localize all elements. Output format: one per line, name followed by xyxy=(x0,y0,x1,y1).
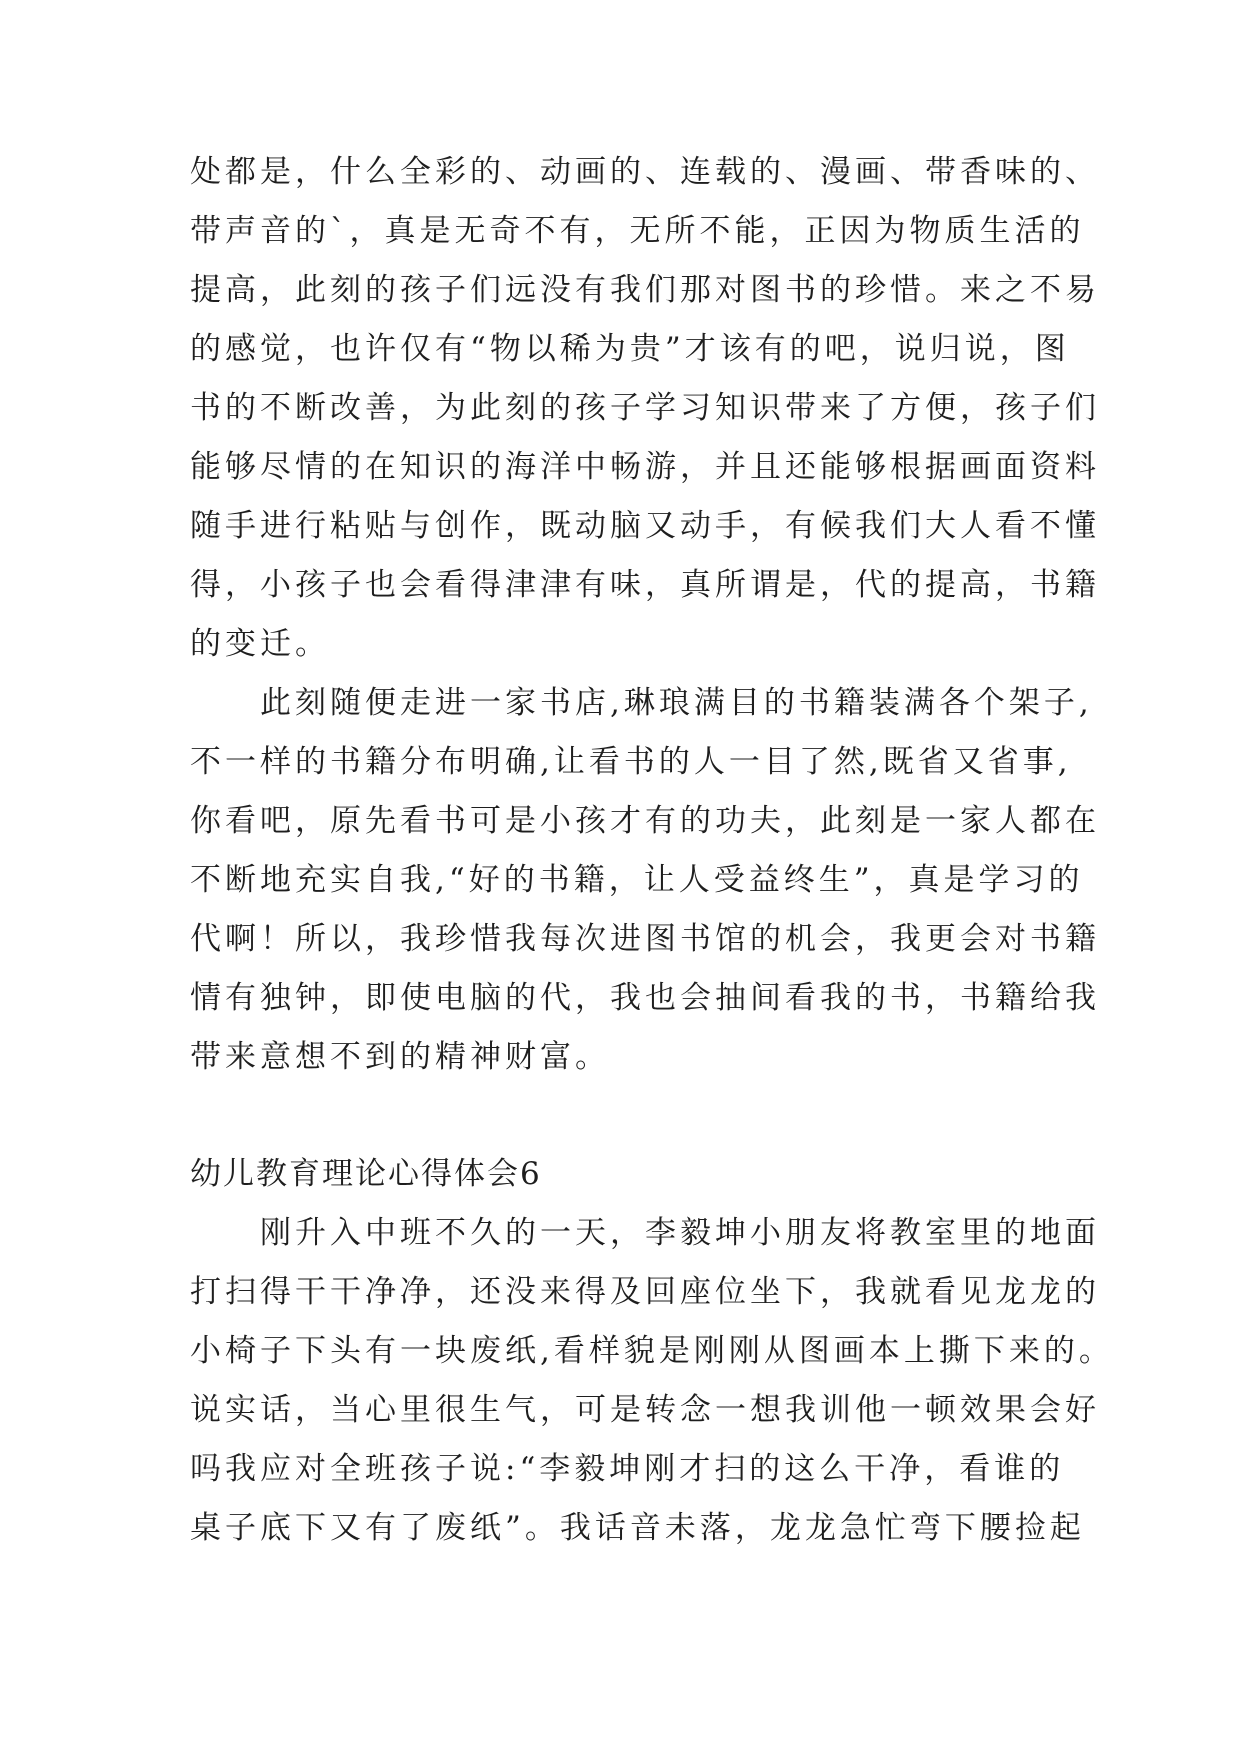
text-line: 不一样的书籍分布明确,让看书的人一目了然,既省又省事, xyxy=(190,744,1072,780)
text-line: 的变迁。 xyxy=(190,626,330,662)
paragraph-start: 刚升入中班不久的一天，李毅坤小朋友将教室里的地面 xyxy=(190,1215,1100,1251)
text-line: 吗我应对全班孩子说:“李毅坤刚才扫的这么干净，看谁的 xyxy=(190,1451,1065,1487)
text-line: 能够尽情的在知识的海洋中畅游，并且还能够根据画面资料 xyxy=(190,449,1100,485)
text-line: 带声音的`，真是无奇不有，无所不能，正因为物质生活的 xyxy=(190,213,1085,249)
section-heading: 幼儿教育理论心得体会6 xyxy=(190,1156,542,1192)
text-line: 的感觉，也许仅有“物以稀为贵”才该有的吧，说归说，图 xyxy=(190,331,1070,367)
text-line: 代啊！所以，我珍惜我每次进图书馆的机会，我更会对书籍 xyxy=(190,921,1100,957)
text-line: 不断地充实自我,“好的书籍，让人受益终生”，真是学习的 xyxy=(190,862,1084,898)
text-line: 得，小孩子也会看得津津有味，真所谓是，代的提高，书籍 xyxy=(190,567,1100,603)
text-line: 情有独钟，即使电脑的代，我也会抽间看我的书，书籍给我 xyxy=(190,980,1100,1016)
text-line: 桌子底下又有了废纸”。我话音未落，龙龙急忙弯下腰捡起 xyxy=(190,1510,1085,1546)
text-line: 处都是，什么全彩的、动画的、连载的、漫画、带香味的、 xyxy=(190,154,1100,190)
text-line: 说实话，当心里很生气，可是转念一想我训他一顿效果会好 xyxy=(190,1392,1100,1428)
text-line: 随手进行粘贴与创作，既动脑又动手，有候我们大人看不懂 xyxy=(190,508,1100,544)
text-line: 带来意想不到的精神财富。 xyxy=(190,1039,610,1075)
text-line: 你看吧，原先看书可是小孩才有的功夫，此刻是一家人都在 xyxy=(190,803,1100,839)
text-line: 小椅子下头有一块废纸,看样貌是刚刚从图画本上撕下来的。 xyxy=(190,1333,1114,1369)
text-line: 提高，此刻的孩子们远没有我们那对图书的珍惜。来之不易 xyxy=(190,272,1100,308)
text-line: 打扫得干干净净，还没来得及回座位坐下，我就看见龙龙的 xyxy=(190,1274,1100,1310)
text-line: 书的不断改善，为此刻的孩子学习知识带来了方便，孩子们 xyxy=(190,390,1100,426)
paragraph-start: 此刻随便走进一家书店,琳琅满目的书籍装满各个架子, xyxy=(190,685,1093,721)
